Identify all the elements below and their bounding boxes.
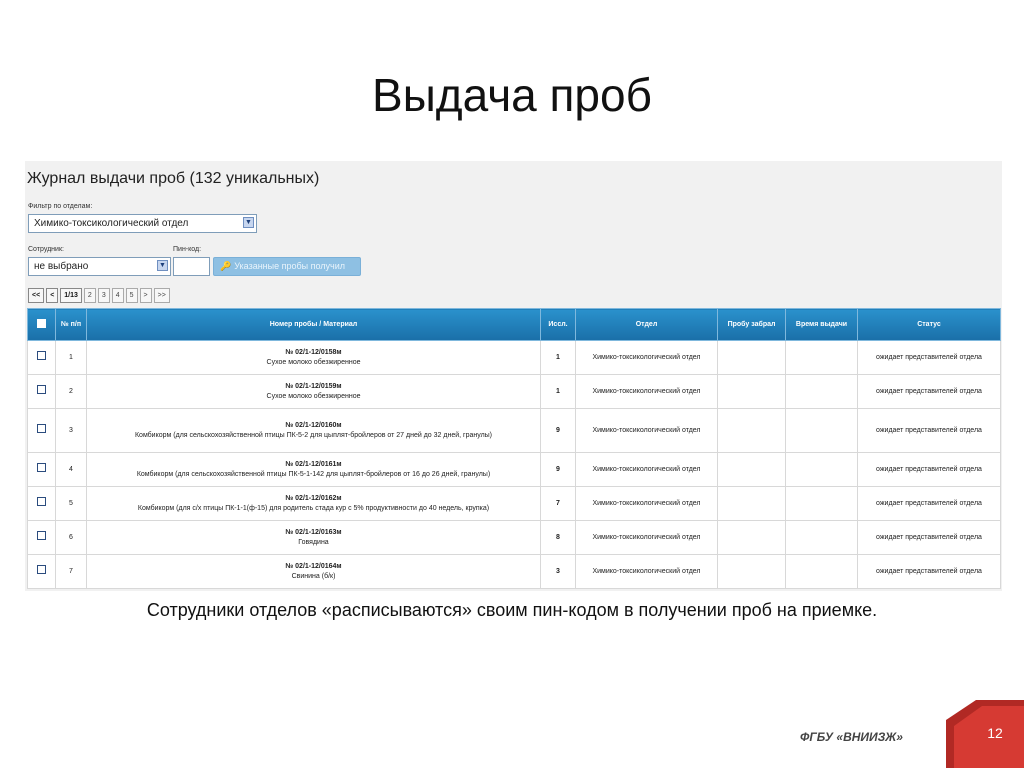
- row-status: ожидает представителей отдела: [858, 409, 1001, 453]
- slide-title: Выдача проб: [372, 69, 652, 121]
- pager-next[interactable]: >: [140, 288, 152, 303]
- journal-title: Журнал выдачи проб (132 уникальных): [27, 170, 320, 187]
- col-taken-header: Пробу забрал: [718, 309, 786, 341]
- pin-label: Пин-код:: [173, 246, 202, 253]
- sample-code: № 02/1-12/0161м: [285, 460, 342, 468]
- pager-last[interactable]: >>: [154, 288, 170, 303]
- col-time-header: Время выдачи: [786, 309, 858, 341]
- samples-table: [27, 308, 1001, 589]
- journal-screenshot: [25, 161, 1002, 591]
- col-tests-header: Иссл.: [541, 309, 576, 341]
- pager-page-3[interactable]: 3: [98, 288, 110, 303]
- tests-count: 9: [541, 453, 576, 487]
- slide-caption: Сотрудники отделов «расписываются» своим пин-кодом в получении проб на приемке.: [146, 600, 878, 620]
- row-taken: [718, 375, 786, 409]
- row-status: ожидает представителей отдела: [858, 555, 1001, 589]
- row-taken: [718, 521, 786, 555]
- row-checkbox[interactable]: [37, 463, 46, 472]
- tests-count: 9: [541, 409, 576, 453]
- sample-code: № 02/1-12/0160м: [285, 421, 342, 429]
- key-icon: 🔑: [220, 261, 232, 271]
- row-num: 4: [56, 453, 87, 487]
- samples-received-button[interactable]: [213, 257, 361, 276]
- sample-material: Свинина (б/к): [291, 572, 336, 580]
- sample-code: № 02/1-12/0158м: [285, 348, 342, 356]
- row-checkbox[interactable]: [37, 424, 46, 433]
- samples-table-body: [28, 341, 1001, 589]
- chevron-down-icon: ▼: [157, 260, 168, 271]
- sample-code: № 02/1-12/0164м: [285, 562, 342, 570]
- row-time: [786, 375, 858, 409]
- row-time: [786, 521, 858, 555]
- tests-count: 1: [541, 375, 576, 409]
- row-num: 3: [56, 409, 87, 453]
- row-taken: [718, 341, 786, 375]
- department-filter-select[interactable]: [28, 214, 257, 233]
- pager-prev[interactable]: <: [46, 288, 58, 303]
- pager-page-2[interactable]: 2: [84, 288, 96, 303]
- row-num: 7: [56, 555, 87, 589]
- row-num: 1: [56, 341, 87, 375]
- sample-material: Сухое молоко обезжиренное: [266, 392, 361, 400]
- select-all-checkbox[interactable]: [37, 319, 46, 328]
- sample-material: Комбикорм (для сельскохозяйственной птицы ПК-5-1-142 для цыплят-бройлеров от 16 до 26 дней, гранулы): [136, 470, 491, 478]
- organization-name: ФГБУ «ВНИИЗЖ»: [800, 730, 903, 744]
- tests-count: 8: [541, 521, 576, 555]
- row-num: 2: [56, 375, 87, 409]
- pager-current: 1/13: [60, 288, 82, 303]
- row-checkbox[interactable]: [37, 531, 46, 540]
- row-status: ожидает представителей отдела: [858, 487, 1001, 521]
- row-status: ожидает представителей отдела: [858, 521, 1001, 555]
- table-row: [28, 375, 1001, 409]
- table-header-row: [28, 309, 1001, 341]
- row-status: ожидает представителей отдела: [858, 341, 1001, 375]
- filter-label: Фильтр по отделам:: [28, 203, 93, 210]
- sample-material: Комбикорм (для с/х птицы ПК-1-1(ф-15) для родитель стада кур с 5% продуктивности до 40 недель, крупка): [137, 504, 490, 512]
- row-dept: Химико-токсикологический отдел: [576, 521, 718, 555]
- sample-code: № 02/1-12/0163м: [285, 528, 342, 536]
- pagination: [28, 288, 170, 303]
- row-time: [786, 555, 858, 589]
- table-row: [28, 409, 1001, 453]
- tests-count: 1: [541, 341, 576, 375]
- row-time: [786, 487, 858, 521]
- row-dept: Химико-токсикологический отдел: [576, 341, 718, 375]
- col-dept-header: Отдел: [576, 309, 718, 341]
- col-num-header: № п/п: [56, 309, 87, 341]
- row-checkbox[interactable]: [37, 351, 46, 360]
- row-dept: Химико-токсикологический отдел: [576, 375, 718, 409]
- row-dept: Химико-токсикологический отдел: [576, 453, 718, 487]
- row-checkbox[interactable]: [37, 565, 46, 574]
- select-all-header[interactable]: [28, 309, 56, 341]
- row-dept: Химико-токсикологический отдел: [576, 555, 718, 589]
- pager-page-4[interactable]: 4: [112, 288, 124, 303]
- sample-material: Говядина: [298, 538, 329, 546]
- pager-page-5[interactable]: 5: [126, 288, 138, 303]
- row-checkbox[interactable]: [37, 385, 46, 394]
- employee-select[interactable]: [28, 257, 171, 276]
- table-row: [28, 555, 1001, 589]
- chevron-down-icon: ▼: [243, 217, 254, 228]
- tests-count: 7: [541, 487, 576, 521]
- tests-count: 3: [541, 555, 576, 589]
- table-row: [28, 341, 1001, 375]
- table-row: [28, 453, 1001, 487]
- table-row: [28, 487, 1001, 521]
- row-status: ожидает представителей отдела: [858, 453, 1001, 487]
- row-time: [786, 453, 858, 487]
- department-filter-value: Химико-токсикологический отдел: [34, 218, 189, 229]
- pin-code-input[interactable]: [173, 257, 210, 276]
- samples-received-label: Указанные пробы получил: [234, 261, 346, 271]
- sample-code: № 02/1-12/0162м: [285, 494, 342, 502]
- row-status: ожидает представителей отдела: [858, 375, 1001, 409]
- sample-material: Сухое молоко обезжиренное: [266, 358, 361, 366]
- col-sample-header: Номер пробы / Материал: [87, 309, 541, 341]
- sample-code: № 02/1-12/0159м: [285, 382, 342, 390]
- row-taken: [718, 555, 786, 589]
- row-num: 6: [56, 521, 87, 555]
- row-num: 5: [56, 487, 87, 521]
- col-status-header: Статус: [858, 309, 1001, 341]
- row-taken: [718, 487, 786, 521]
- row-taken: [718, 409, 786, 453]
- page-number: 12: [987, 725, 1003, 741]
- row-dept: Химико-токсикологический отдел: [576, 409, 718, 453]
- employee-label: Сотрудник:: [28, 246, 64, 253]
- pager-first[interactable]: <<: [28, 288, 44, 303]
- table-row: [28, 521, 1001, 555]
- row-time: [786, 341, 858, 375]
- employee-value: не выбрано: [34, 261, 89, 272]
- row-checkbox[interactable]: [37, 497, 46, 506]
- sample-material: Комбикорм (для сельскохозяйственной птицы ПК-5-2 для цыплят-бройлеров от 27 дней до 32 дней, гранулы): [134, 431, 493, 439]
- row-time: [786, 409, 858, 453]
- row-taken: [718, 453, 786, 487]
- row-dept: Химико-токсикологический отдел: [576, 487, 718, 521]
